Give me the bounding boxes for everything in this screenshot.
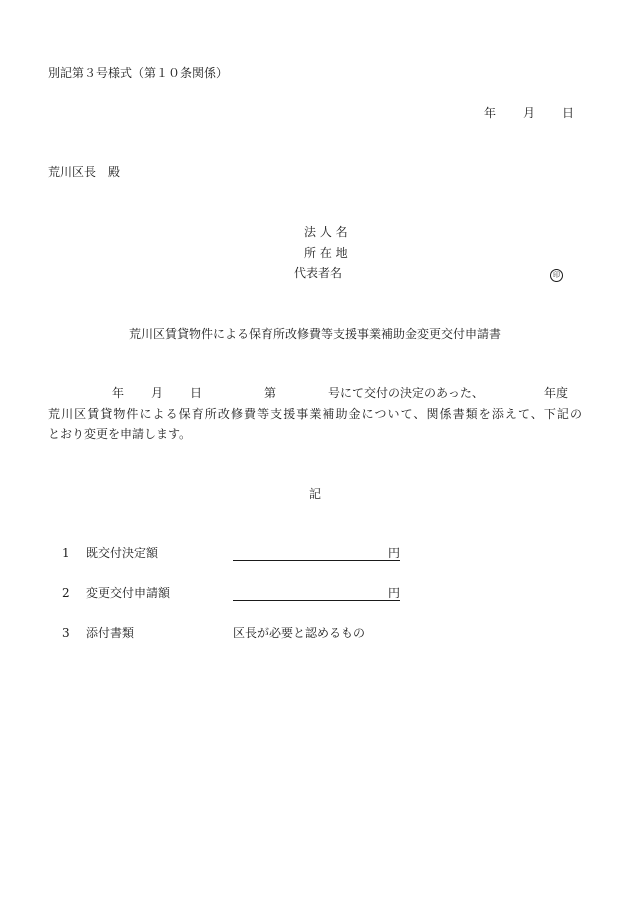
seal-icon: 印 [550,269,563,282]
item-label: 変更交付申請額 [86,586,171,600]
item-value: 区長が必要と認めるもの [233,626,366,640]
body-fiscal-year: 年度 [544,386,569,400]
corp-name-label: 法 人 名 [304,225,348,239]
seal-mark [550,267,563,282]
amount-underline [233,599,400,601]
body-year: 年 [112,386,125,400]
body-line-2: 荒川区賃貸物件による保育所改修費等支援事業補助金について、関係書類を添えて、下記の [48,407,582,421]
addressee: 荒川区長 殿 [48,165,121,179]
body-day: 日 [190,386,203,400]
document-title: 荒川区賃貸物件による保育所改修費等支援事業補助金変更交付申請書 [128,327,501,341]
date-day: 日 [562,106,575,120]
body-dai: 第 [264,386,277,400]
item-label: 添付書類 [86,626,135,640]
address-label: 所 在 地 [304,246,348,260]
date-month: 月 [523,106,536,120]
item-number: 2 [62,586,70,600]
item-number: 3 [62,626,70,640]
amount-underline [233,559,400,561]
body-line-3: とおり変更を申請します。 [48,427,192,441]
item-label: 既交付決定額 [86,546,159,560]
item-unit: 円 [388,586,401,600]
date-year: 年 [484,106,497,120]
form-label: 別記第３号様式（第１０条関係） [48,66,229,80]
body-month: 月 [151,386,164,400]
body-decision-text: 号にて交付の決定のあった、 [328,386,484,400]
item-number: 1 [62,546,70,560]
representative-label: 代表者名 [294,266,343,280]
ki-heading: 記 [308,487,321,501]
item-unit: 円 [388,546,401,560]
